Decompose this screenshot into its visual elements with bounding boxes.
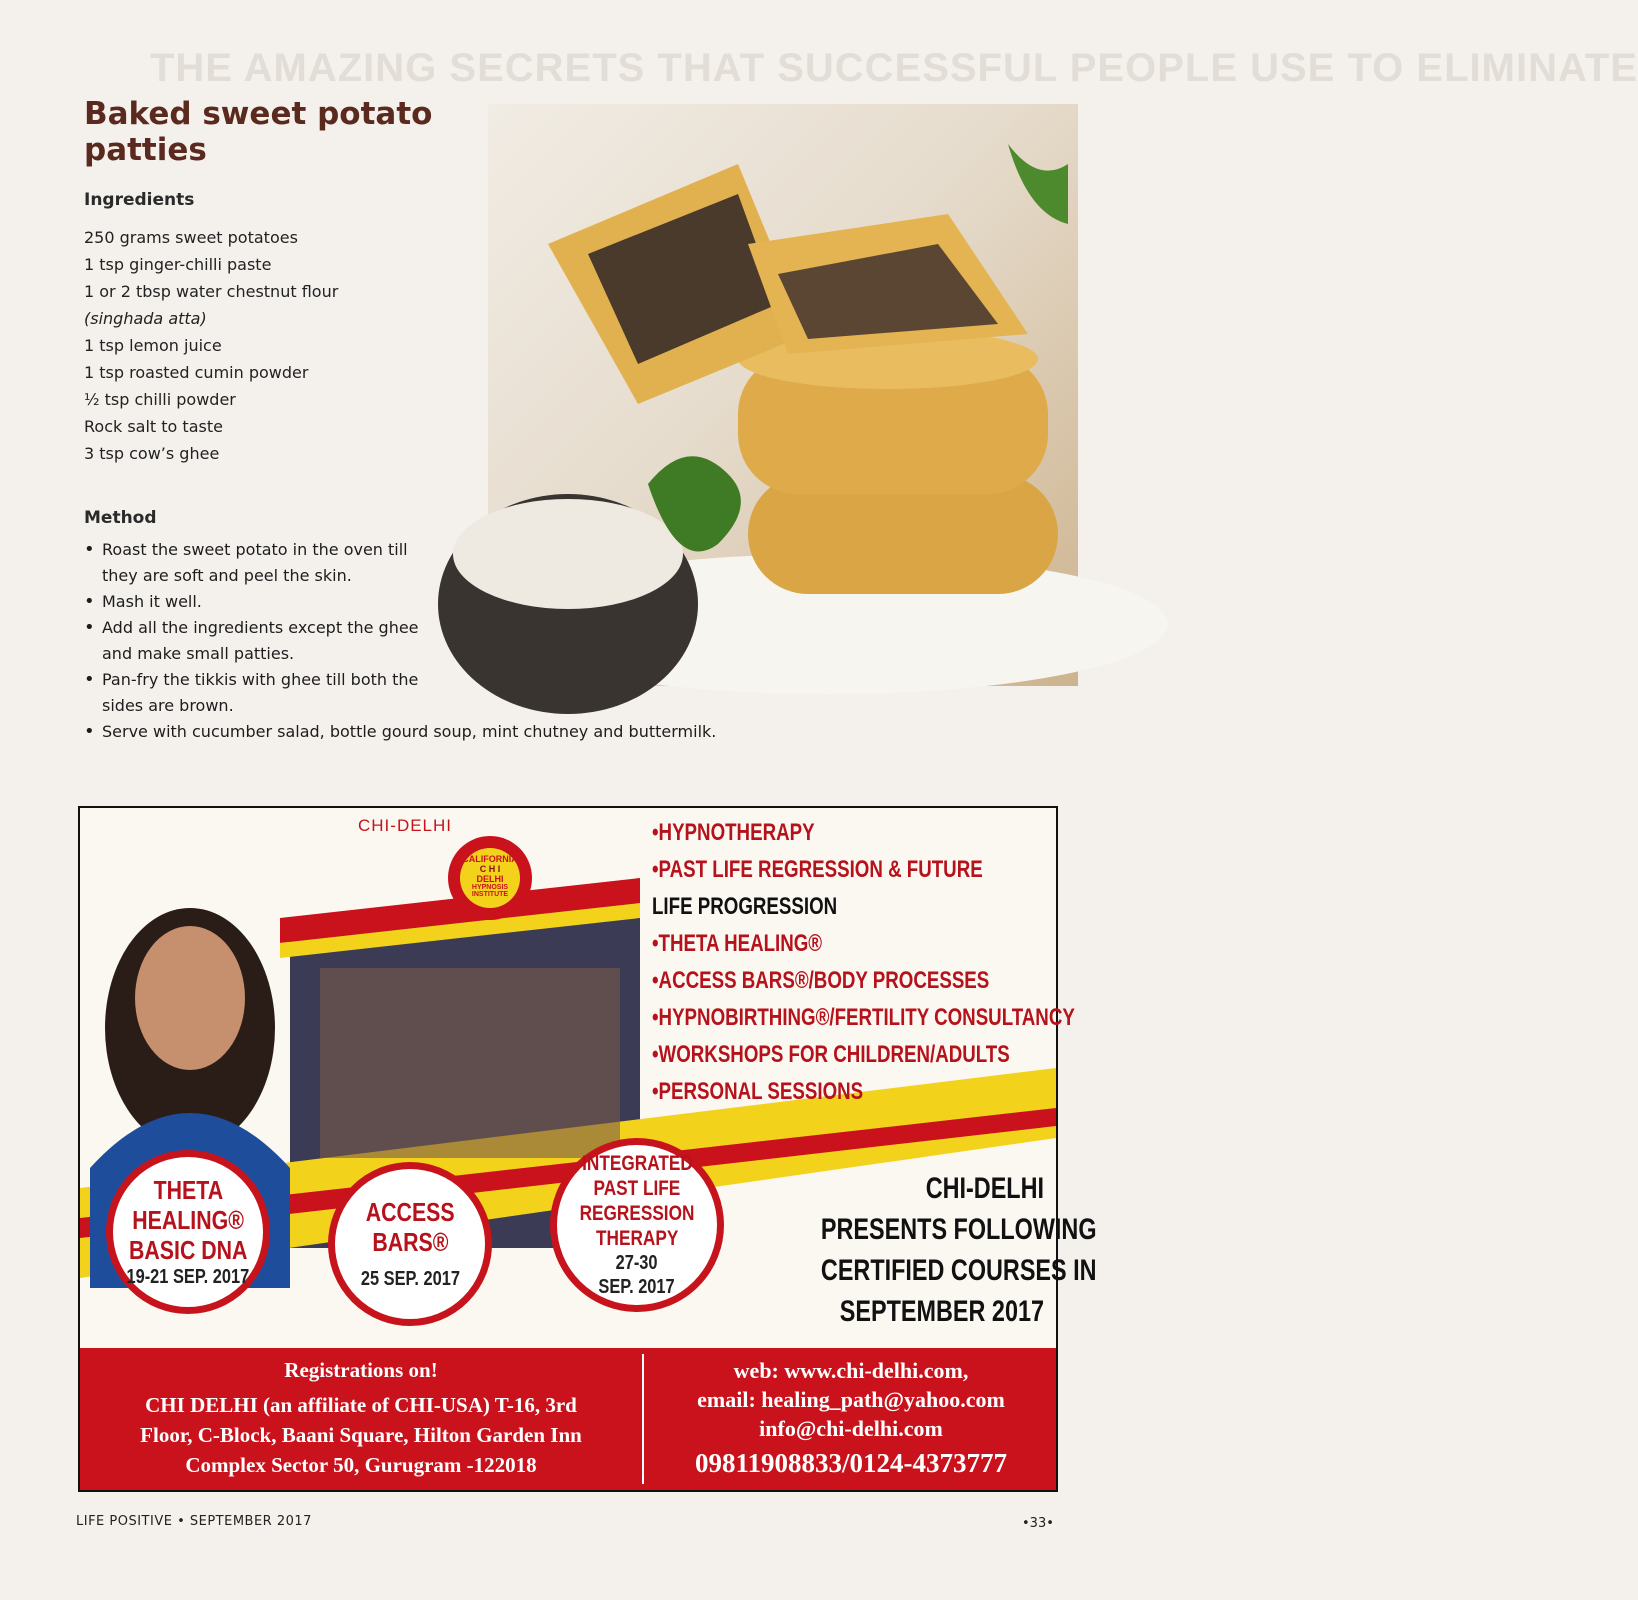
service-item: •THETA HEALING® <box>652 930 823 957</box>
method-heading: Method <box>84 508 157 528</box>
service-item: •HYPNOTHERAPY <box>652 819 815 846</box>
ad-brand-label: CHI-DELHI <box>358 816 453 835</box>
email-link-secondary[interactable]: info@chi-delhi.com <box>759 1416 943 1441</box>
service-item: •WORKSHOPS FOR CHILDREN/ADULTS <box>652 1041 1010 1068</box>
course-date: 25 SEP. 2017 <box>360 1268 460 1290</box>
ingredients-list <box>84 224 338 467</box>
course-name-line: THERAPY <box>595 1227 679 1250</box>
logo-top-text: CALIFORNIA <box>462 854 518 864</box>
registration-heading: Registrations on! <box>284 1358 438 1382</box>
course-date: 27-30 <box>616 1252 658 1274</box>
course-date: SEP. 2017 <box>598 1276 676 1298</box>
course-name-line: THETA <box>153 1175 223 1205</box>
service-item: •ACCESS BARS®/BODY PROCESSES <box>652 967 990 994</box>
ingredient-item: 1 tsp ginger-chilli paste <box>84 255 272 274</box>
announcement-line: PRESENTS FOLLOWING <box>820 1213 1097 1246</box>
course-name-line: BARS® <box>371 1227 449 1257</box>
chi-delhi-advertisement <box>78 806 1097 1492</box>
chi-logo <box>460 854 520 898</box>
service-item: •PAST LIFE REGRESSION & FUTURE <box>652 856 983 883</box>
course-date: 19-21 SEP. 2017 <box>126 1266 250 1288</box>
address-line: Complex Sector 50, Gurugram -122018 <box>185 1453 537 1477</box>
ingredient-item: ½ tsp chilli powder <box>84 390 236 409</box>
email-link[interactable]: email: healing_path@yahoo.com <box>697 1387 1005 1412</box>
service-item: •PERSONAL SESSIONS <box>652 1078 864 1105</box>
patties-illustration <box>488 104 1078 686</box>
ingredient-item: 1 or 2 tbsp water chestnut flour <box>84 282 339 301</box>
ingredients-heading: Ingredients <box>84 190 195 210</box>
recipe-photo <box>488 104 1078 686</box>
address-line: Floor, C-Block, Baani Square, Hilton Garden Inn <box>140 1423 582 1447</box>
magazine-footer: LIFE POSITIVE • SEPTEMBER 2017 <box>76 1514 312 1529</box>
logo-letters: C H I <box>479 864 501 874</box>
ingredient-item: 250 grams sweet potatoes <box>84 228 298 247</box>
contact-bar <box>80 1348 1056 1490</box>
announcement-line: CHI-DELHI <box>925 1172 1044 1205</box>
phone-numbers: 09811908833/0124-4373777 <box>694 1448 1007 1478</box>
ingredient-item: (singhada atta) <box>84 309 207 328</box>
course-name-line: PAST LIFE <box>593 1177 681 1200</box>
ingredient-item: 1 tsp lemon juice <box>84 336 222 355</box>
registration-block <box>80 1348 642 1490</box>
background-ghost-heading: THE AMAZING SECRETS THAT SUCCESSFUL PEOPLE USE TO ELIMINATE <box>150 46 1638 90</box>
page-number: •33• <box>1022 1516 1054 1531</box>
course-name-line: INTEGRATED <box>581 1152 693 1175</box>
certified-courses-announcement <box>758 1168 1097 1332</box>
method-step: • Serve with cucumber salad, bottle gourd soup, mint chutney and buttermilk. <box>84 719 844 745</box>
ingredient-item: 1 tsp roasted cumin powder <box>84 363 309 382</box>
course-badge-past-life-regression <box>550 1138 724 1312</box>
announcement-line: SEPTEMBER 2017 <box>839 1295 1044 1328</box>
announcement-line: CERTIFIED COURSES IN <box>820 1254 1097 1287</box>
course-name-line: HEALING® <box>132 1205 244 1235</box>
website-link[interactable]: web: www.chi-delhi.com, <box>733 1358 969 1383</box>
contact-block <box>646 1348 1056 1490</box>
address-line: CHI DELHI (an affiliate of CHI-USA) T-16, 3rd <box>145 1393 577 1417</box>
method-step: • Add all the ingredients except the ghee and make small patties. <box>84 615 442 667</box>
recipe-title: Baked sweet potato patties <box>84 96 433 168</box>
course-name-line: ACCESS <box>365 1197 455 1227</box>
course-name-line: BASIC DNA <box>128 1235 248 1265</box>
course-name-line: REGRESSION <box>579 1202 695 1225</box>
method-step: • Pan-fry the tikkis with ghee till both the sides are brown. <box>84 667 462 719</box>
contact-divider <box>642 1354 644 1484</box>
course-badge-access-bars <box>328 1162 492 1326</box>
method-step: • Mash it well. <box>84 589 844 615</box>
ingredient-item: 3 tsp cow’s ghee <box>84 444 220 463</box>
service-item: LIFE PROGRESSION <box>652 893 838 920</box>
logo-bottom-text: HYPNOSIS INSTITUTE <box>471 884 509 898</box>
service-item: •HYPNOBIRTHING®/FERTILITY CONSULTANCY <box>652 1004 1075 1031</box>
method-step: • Roast the sweet potato in the oven till they are soft and peel the skin. <box>84 537 442 589</box>
ingredient-item: Rock salt to taste <box>84 417 223 436</box>
course-badge-theta-healing <box>106 1150 270 1314</box>
logo-center-text: DELHI <box>476 874 504 884</box>
services-list <box>652 814 1194 1110</box>
